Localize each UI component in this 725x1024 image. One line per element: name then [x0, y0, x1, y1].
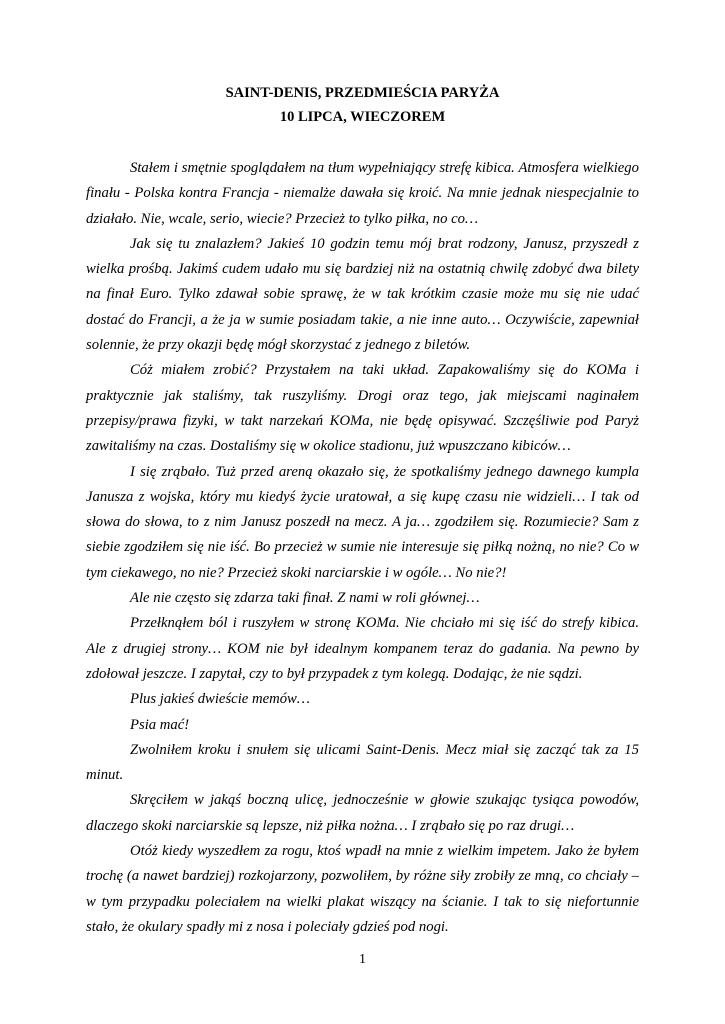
paragraph: Przełknąłem ból i ruszyłem w stronę KOMa. Nie chciało mi się iść do strefy kibica. Ale z drugiej strony… KOM nie był idealnym kompanem teraz do gadania. Na pewno by zdołował jeszcze. I zapytał, czy to był przypadek z tym kolegą. Dodając, że nie sądzi. [86, 615, 639, 682]
heading-date: 10 LIPCA, WIECZOREM [279, 109, 446, 125]
paragraph: Otóż kiedy wyszedłem za rogu, ktoś wpadł na mnie z wielkim impetem. Jako że byłem trochę (a nawet bardziej) rozkojarzony, pozwoliłem, by różne siły zrobiły ze mną, co chciały – w tym przypadku poleciałem na wielki plakat wiszący na ścianie. I tak to się niefortunnie stało, że okulary spadły mi z nosa i poleciały gdzieś pod nogi. [86, 843, 639, 935]
document-body [86, 156, 639, 940]
paragraph: Skręciłem w jakąś boczną ulicę, jednocześnie w głowie szukając tysiąca powodów, dlaczego skoki narciarskie są lepsze, niż piłka nożna… I zrąbało się po raz drugi… [86, 792, 639, 834]
paragraph: Cóż miałem zrobić? Przystałem na taki układ. Zapakowaliśmy się do KOMa i praktycznie jak staliśmy, tak ruszyliśmy. Drogi oraz tego, jak miejscami naginałem przepisy/prawa fizyki, w takt narzekań KOMa, nie będę opisywać. Szczęśliwie pod Paryż zawitaliśmy na czas. Dostaliśmy się w okolice stadionu, już wpuszczano kibiców… [86, 362, 639, 455]
paragraph: I się zrąbało. Tuż przed areną okazało się, że spotkaliśmy jednego dawnego kumpla Janusza z wojska, który mu kiedyś życie uratował, a się kupę czasu nie widzieli… I tak od słowa do słowa, to z nim Janusz poszedł na mecz. A ja… zgodziłem się. Rozumiecie? Sam z siebie zgodziłem się nie iść. Bo przecież w sumie nie interesuje się piłką nożną, no nie? Co w tym ciekawego, no nie? Przecież skoki narciarskie i w ogóle… No nie?! [86, 463, 639, 581]
paragraph: Plus jakieś dwieście memów… [130, 691, 310, 708]
paragraph: Stałem i smętnie spoglądałem na tłum wypełniający strefę kibica. Atmosfera wielkiego finału - Polska kontra Francja - niemalże dawała się kroić. Na mnie jednak niespecjalnie to działało. Nie, wcale, serio, wiecie? Przecież to tylko piłka, no co… [86, 160, 639, 227]
heading-location: SAINT-DENIS, PRZEDMIEŚCIA PARYŻA [225, 85, 500, 101]
paragraph: Ale nie często się zdarza taki finał. Z nami w roli głównej… [130, 590, 480, 607]
paragraph: Jak się tu znalazłem? Jakieś 10 godzin temu mój brat rodzony, Janusz, przyszedł z wielka prośbą. Jakimś cudem udało mu się bardziej niż na ostatnią chwilę zdobyć dwa bilety na finał Euro. Tylko zdawał sobie sprawę, że w tak krótkim czasie może mu się nie udać dostać do Francji, a że ja w sumie posiadam takie, a nie inne auto… Oczywiście, zapewniał solennie, że przy okazji będę mógł skorzystać z jednego z biletów. [86, 235, 639, 354]
paragraph: Zwolniłem kroku i snułem się ulicami Saint-Denis. Mecz miał się zacząć tak za 15 minut. [86, 741, 639, 784]
page-number: 1 [359, 952, 366, 967]
paragraph: Psia mać! [130, 716, 190, 733]
